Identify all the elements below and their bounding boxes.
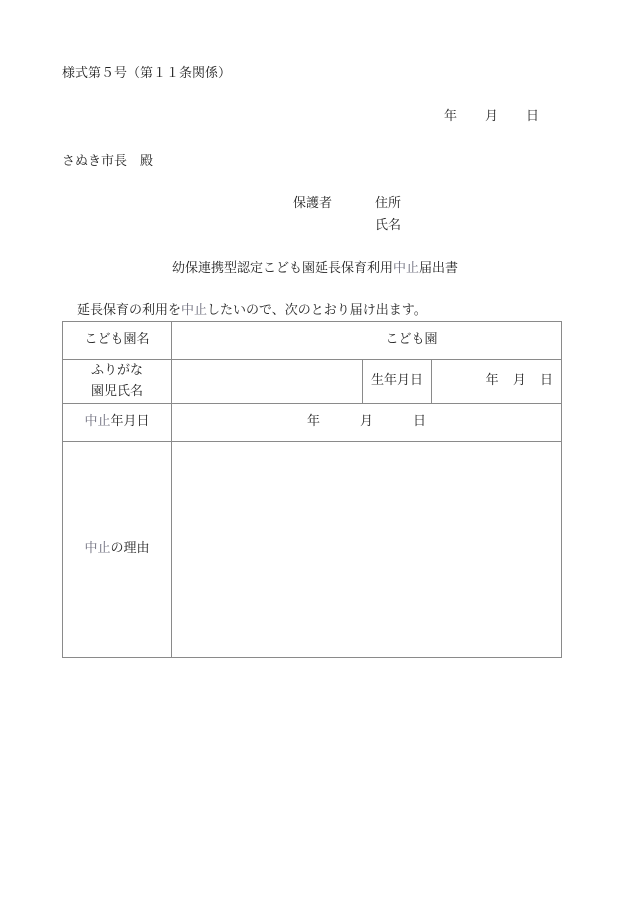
reason-field[interactable] [172,442,562,658]
document-title [0,262,630,275]
school-name-label: こども園名 [63,322,172,360]
reason-label-highlight: 中止 [84,541,111,557]
stop-date-label-highlight: 中止 [84,414,111,430]
title-highlight: 中止 [392,261,419,276]
school-name-field[interactable]: こども園 [172,322,562,360]
table-row [63,404,562,442]
stop-date-field[interactable] [172,404,562,442]
date-year: 年 [444,109,458,124]
table-row [63,322,562,360]
stop-date-label-suffix: 年月日 [110,414,150,430]
furigana-label: ふりがな [90,362,143,378]
dob-field[interactable] [432,360,562,404]
reason-label [63,442,172,658]
stop-date-day: 日 [413,414,427,430]
stop-date-label [63,404,172,442]
notification-form-table [62,321,562,658]
child-name-field[interactable] [172,360,363,404]
child-name-label-cell [63,360,172,404]
dob-day: 日 [539,373,553,389]
table-row [63,360,562,404]
table-row [63,442,562,658]
intro-highlight: 中止 [181,303,208,318]
guardian-label: 保護者 [293,196,333,211]
address-label: 住所 [375,196,402,211]
stop-date-year: 年 [306,414,320,430]
child-name-label: 園児氏名 [90,383,143,399]
intro-prefix: 延長保育の利用を [77,303,182,318]
addressee: さぬき市長 殿 [62,154,154,169]
date-day: 日 [526,109,540,124]
name-label: 氏名 [375,218,402,233]
title-suffix: 届出書 [419,261,459,276]
stop-date-month: 月 [359,414,373,430]
intro-suffix: したいので、次のとおり届け出ます。 [207,303,427,318]
reason-label-suffix: の理由 [110,541,150,557]
submission-date [444,110,539,123]
title-prefix: 幼保連携型認定こども園延長保育利用 [171,261,393,276]
dob-label: 生年月日 [363,360,432,404]
dob-month: 月 [512,373,526,389]
dob-year: 年 [485,373,499,389]
intro-text [77,304,427,317]
form-number: 様式第５号（第１１条関係） [62,66,232,81]
date-month: 月 [485,109,499,124]
